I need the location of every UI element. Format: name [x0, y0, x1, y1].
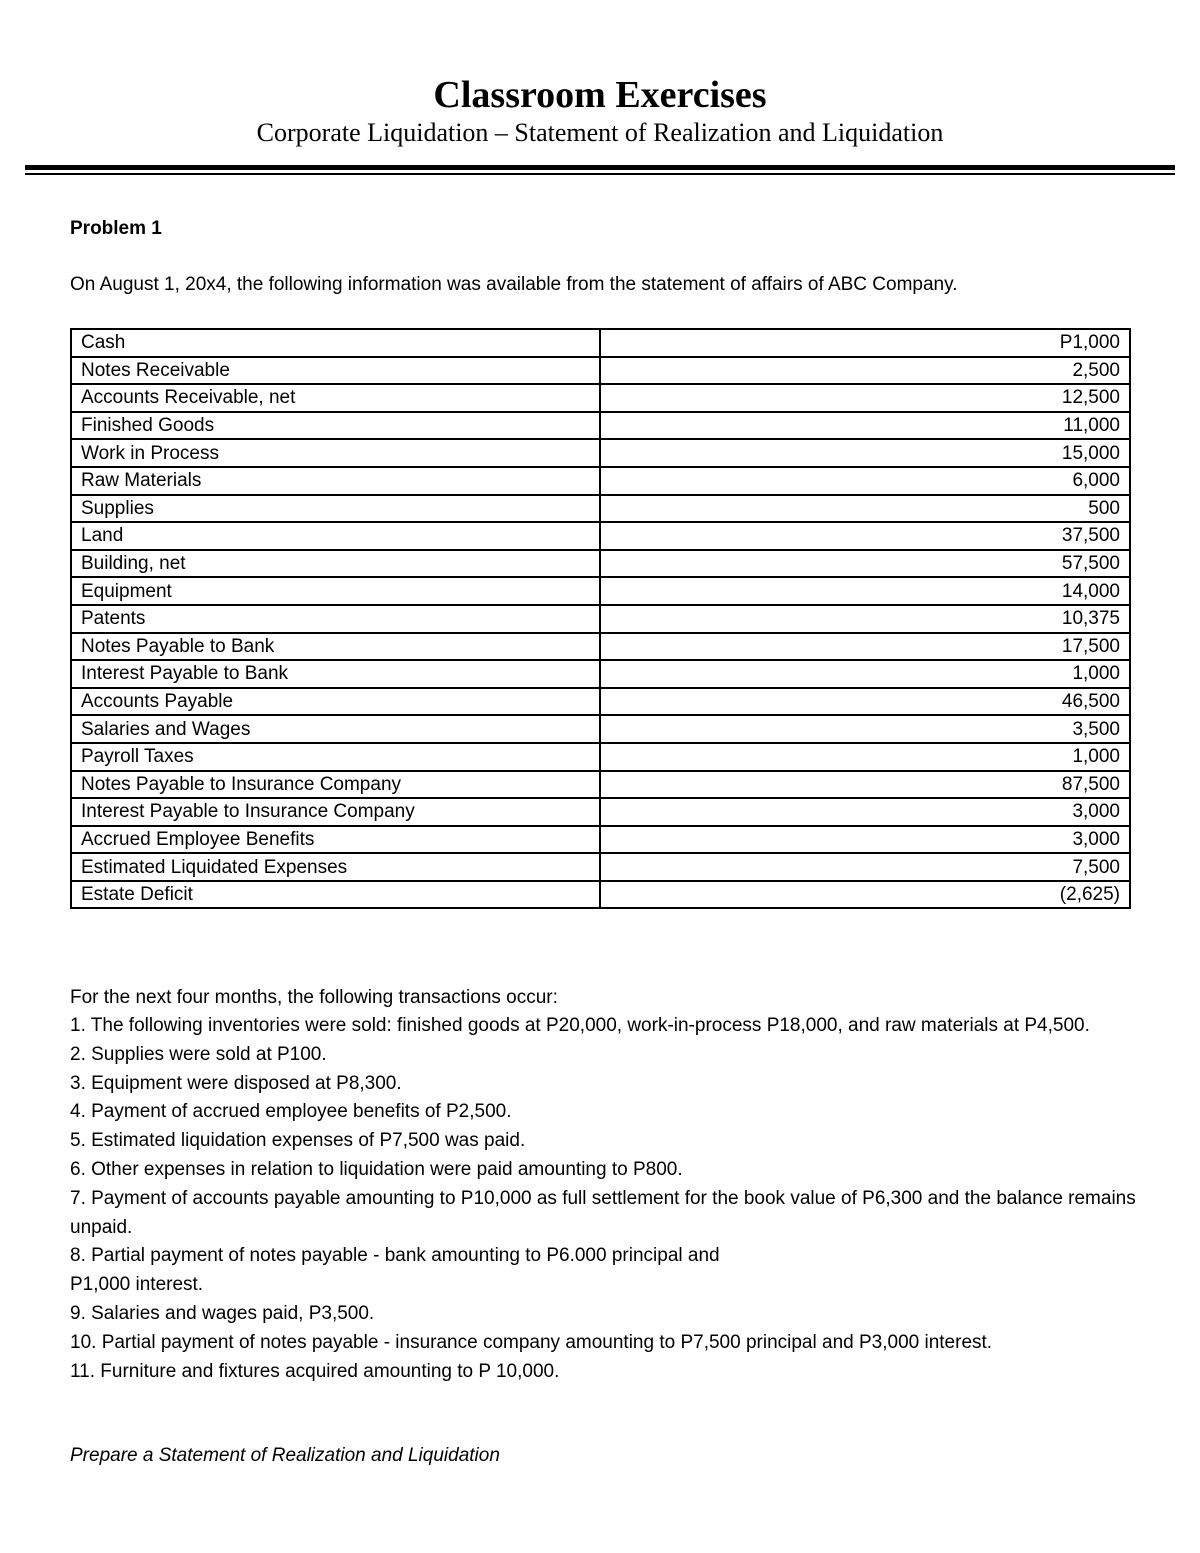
account-cell: Notes Payable to Insurance Company [71, 771, 600, 799]
amount-cell: 12,500 [600, 384, 1130, 412]
account-cell: Building, net [71, 550, 600, 578]
amount-cell: 1,000 [600, 660, 1130, 688]
amount-cell: P1,000 [600, 329, 1130, 357]
table-row [71, 495, 1130, 523]
account-cell: Estimated Liquidated Expenses [71, 853, 600, 881]
table-row [71, 798, 1130, 826]
list-item: 7. Payment of accounts payable amounting to P10,000 as full settlement for the book value of P6,300 and the balance remains unpaid. [70, 1187, 1136, 1238]
amount-cell: (2,625) [600, 881, 1130, 909]
account-cell: Payroll Taxes [71, 743, 600, 771]
account-cell: Salaries and Wages [71, 715, 600, 743]
header-divider-thin [25, 173, 1175, 175]
list-item: 8. Partial payment of notes payable - bank amounting to P6.000 principal and [70, 1245, 720, 1267]
list-item: 9. Salaries and wages paid, P3,500. [70, 1302, 375, 1324]
table-row [71, 660, 1130, 688]
account-cell: Cash [71, 329, 600, 357]
transactions-list [70, 1012, 1140, 1386]
list-item: P1,000 interest. [70, 1274, 204, 1296]
account-cell: Accrued Employee Benefits [71, 826, 600, 854]
account-cell: Interest Payable to Bank [71, 660, 600, 688]
amount-cell: 87,500 [600, 771, 1130, 799]
account-cell: Accounts Receivable, net [71, 384, 600, 412]
page-subtitle: Corporate Liquidation – Statement of Realization and Liquidation [256, 118, 944, 147]
amount-cell: 37,500 [600, 522, 1130, 550]
account-cell: Supplies [71, 495, 600, 523]
table-row [71, 384, 1130, 412]
list-item: 2. Supplies were sold at P100. [70, 1043, 327, 1065]
header-divider-thick [25, 165, 1175, 170]
amount-cell: 57,500 [600, 550, 1130, 578]
table-row [71, 522, 1130, 550]
table-row [71, 439, 1130, 467]
table-row [71, 550, 1130, 578]
statement-of-affairs-table [70, 328, 1131, 909]
table-row [71, 605, 1130, 633]
table-row [71, 329, 1130, 357]
amount-cell: 14,000 [600, 577, 1130, 605]
list-item: 6. Other expenses in relation to liquidation were paid amounting to P800. [70, 1158, 683, 1180]
amount-cell: 3,000 [600, 798, 1130, 826]
list-item: 11. Furniture and fixtures acquired amounting to P 10,000. [70, 1360, 560, 1382]
table-row [71, 853, 1130, 881]
page-title: Classroom Exercises [433, 74, 767, 116]
amount-cell: 17,500 [600, 633, 1130, 661]
amount-cell: 2,500 [600, 357, 1130, 385]
table-row [71, 357, 1130, 385]
account-cell: Land [71, 522, 600, 550]
account-cell: Patents [71, 605, 600, 633]
amount-cell: 3,000 [600, 826, 1130, 854]
account-cell: Estate Deficit [71, 881, 600, 909]
account-cell: Notes Receivable [71, 357, 600, 385]
table-row [71, 633, 1130, 661]
amount-cell: 15,000 [600, 439, 1130, 467]
transactions-intro: For the next four months, the following transactions occur: [70, 987, 558, 1008]
amount-cell: 7,500 [600, 853, 1130, 881]
amount-cell: 10,375 [600, 605, 1130, 633]
account-cell: Notes Payable to Bank [71, 633, 600, 661]
account-cell: Raw Materials [71, 467, 600, 495]
list-item: 5. Estimated liquidation expenses of P7,500 was paid. [70, 1130, 526, 1152]
amount-cell: 1,000 [600, 743, 1130, 771]
instruction-text: Prepare a Statement of Realization and Liquidation [70, 1445, 500, 1466]
list-item: 1. The following inventories were sold: finished goods at P20,000, work-in-process P18,000, and raw materials at P4,500. [70, 1015, 1090, 1036]
amount-cell: 11,000 [600, 412, 1130, 440]
table-row [71, 771, 1130, 799]
table-row [71, 412, 1130, 440]
list-item: 4. Payment of accrued employee benefits of P2,500. [70, 1101, 512, 1123]
list-item: 3. Equipment were disposed at P8,300. [70, 1072, 402, 1094]
amount-cell: 46,500 [600, 688, 1130, 716]
account-cell: Interest Payable to Insurance Company [71, 798, 600, 826]
amount-cell: 6,000 [600, 467, 1130, 495]
table-row [71, 577, 1130, 605]
account-cell: Accounts Payable [71, 688, 600, 716]
table-row [71, 881, 1130, 909]
table-row [71, 688, 1130, 716]
table-row [71, 826, 1130, 854]
list-item: 10. Partial payment of notes payable - insurance company amounting to P7,500 principal and P3,000 interest. [70, 1331, 993, 1353]
table-row [71, 743, 1130, 771]
problem-intro: On August 1, 20x4, the following information was available from the statement of affairs of ABC Company. [70, 274, 958, 295]
amount-cell: 500 [600, 495, 1130, 523]
account-cell: Work in Process [71, 439, 600, 467]
account-cell: Finished Goods [71, 412, 600, 440]
amount-cell: 3,500 [600, 715, 1130, 743]
account-cell: Equipment [71, 577, 600, 605]
table-row [71, 467, 1130, 495]
problem-heading: Problem 1 [70, 218, 162, 239]
table-row [71, 715, 1130, 743]
